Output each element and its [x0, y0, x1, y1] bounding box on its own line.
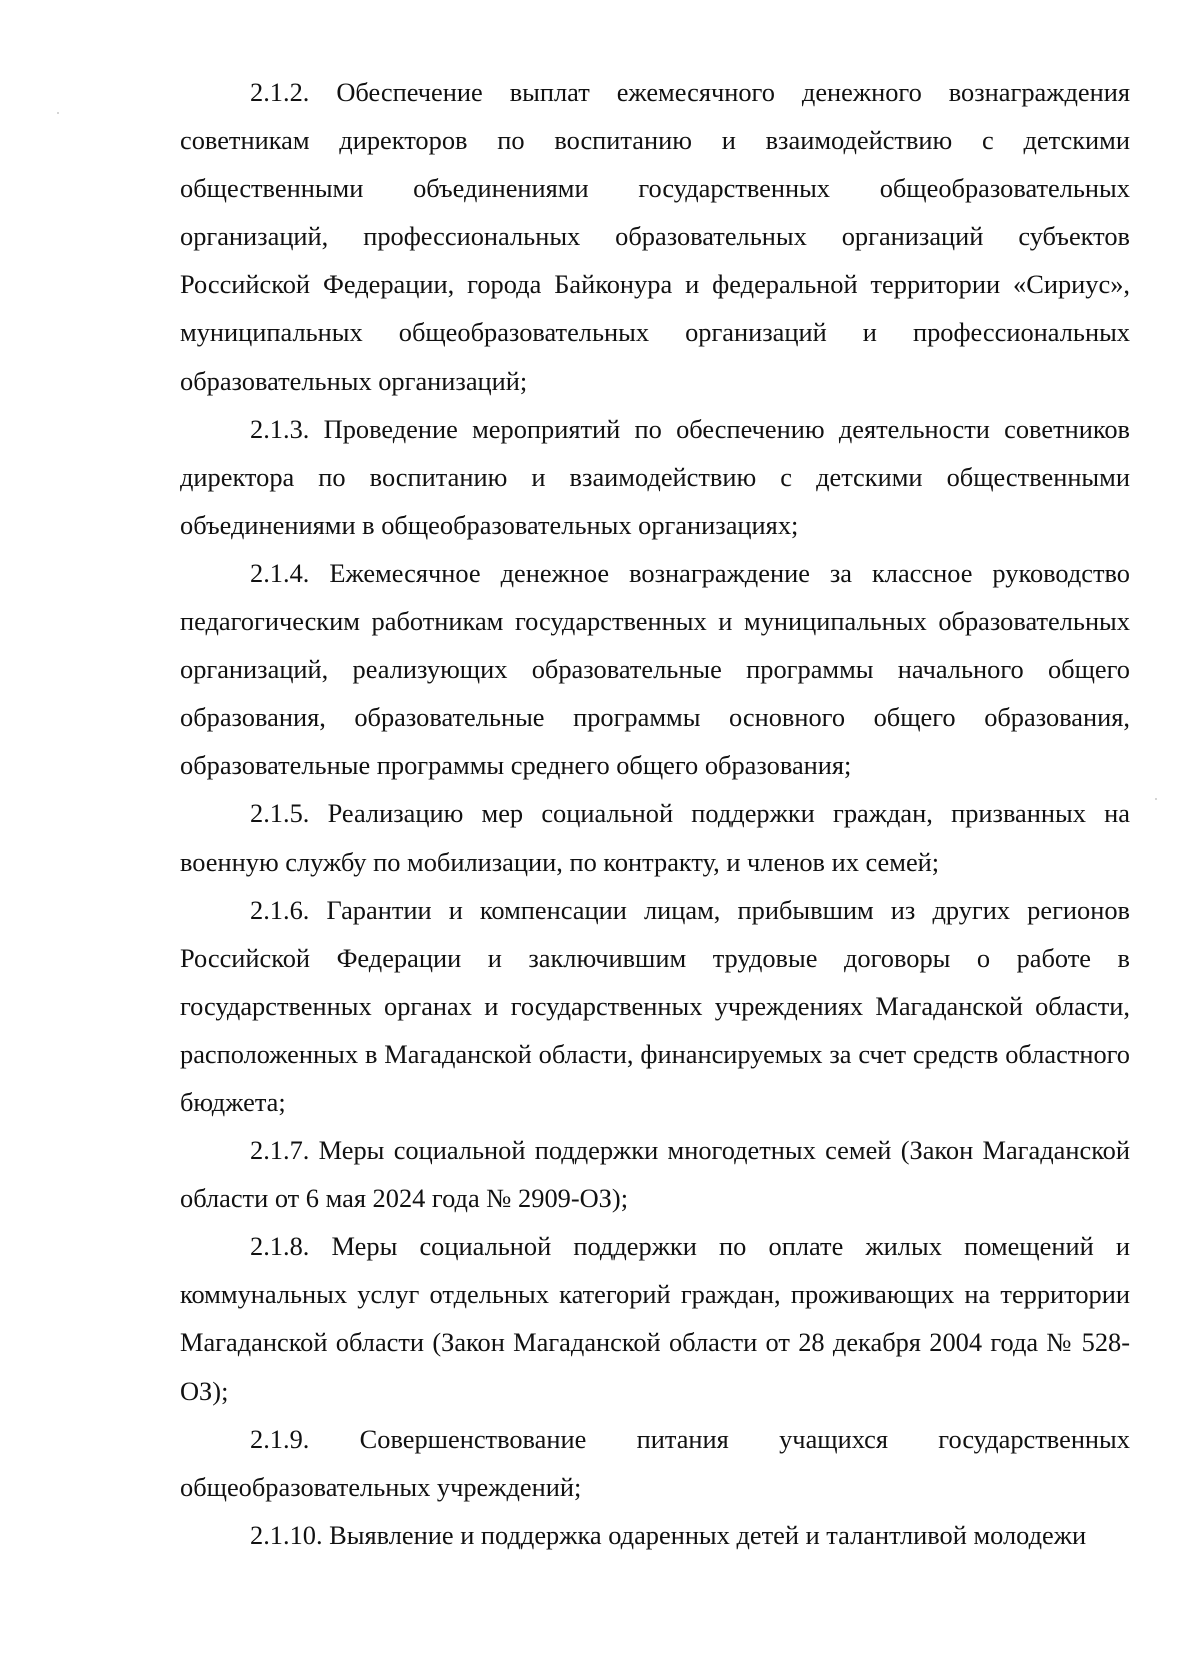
paragraph-2-1-2: 2.1.2. Обеспечение выплат ежемесячного денежного вознаграждения советникам директоров по воспитанию и взаимодействию с детскими общественными объединениями государственных общеобразовательных организаций, профессиональных образовательных организаций субъектов Российской Федерации, города Байконура и федеральной территории «Сириус», муниципальных общеобразовательных организаций и профессиональных образовательных организаций;	[180, 77, 1130, 396]
paragraph-2-1-8: 2.1.8. Меры социальной поддержки по оплате жилых помещений и коммунальных услуг отдельных категорий граждан, проживающих на территории Магаданской области (Закон Магаданской области от 28 декабря 2004 года № 528-ОЗ);	[180, 1231, 1130, 1406]
paragraph-2-1-6: 2.1.6. Гарантии и компенсации лицам, прибывшим из других регионов Российской Федерации и заключившим трудовые договоры о работе в государственных органах и государственных учреждениях Магаданской области, расположенных в Магаданской области, финансируемых за счет средств областного бюджета;	[180, 894, 1130, 1117]
scan-artifact	[57, 112, 59, 114]
document-body	[180, 68, 1130, 1559]
paragraph-2-1-5: 2.1.5. Реализацию мер социальной поддержки граждан, призванных на военную службу по мобилизации, по контракту, и членов их семей;	[180, 798, 1130, 877]
paragraph-2-1-3: 2.1.3. Проведение мероприятий по обеспечению деятельности советников директора по воспитанию и взаимодействию с детскими общественными объединениями в общеобразовательных организациях;	[180, 413, 1130, 540]
scan-artifact	[1155, 798, 1157, 800]
paragraph-2-1-7: 2.1.7. Меры социальной поддержки многодетных семей (Закон Магаданской области от 6 мая 2024 года № 2909-ОЗ);	[180, 1135, 1130, 1214]
paragraph-2-1-10: 2.1.10. Выявление и поддержка одаренных детей и талантливой молодежи	[250, 1519, 1087, 1550]
paragraph-2-1-4: 2.1.4. Ежемесячное денежное вознаграждение за классное руководство педагогическим работникам государственных и муниципальных образовательных организаций, реализующих образовательные программы начального общего образования, образовательные программы основного общего образования, образовательные программы среднего общего образования;	[180, 557, 1130, 781]
paragraph-2-1-9: 2.1.9. Совершенствование питания учащихся государственных общеобразовательных учреждений;	[180, 1423, 1130, 1502]
